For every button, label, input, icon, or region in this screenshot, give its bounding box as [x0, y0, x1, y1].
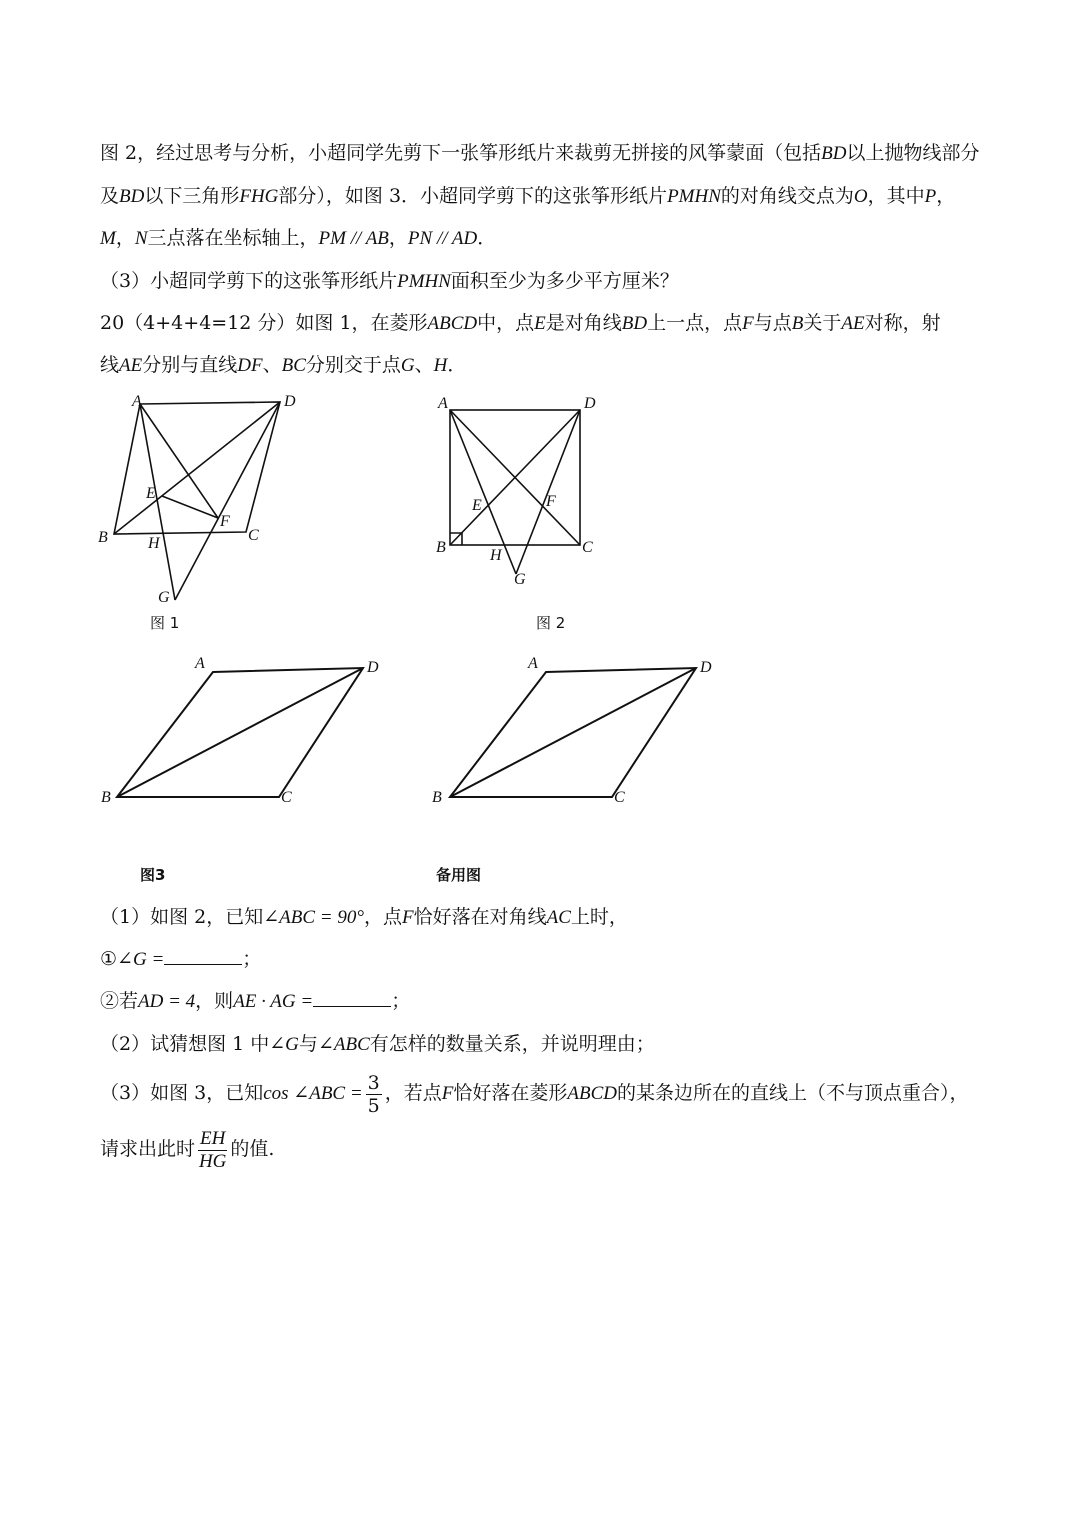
sub-question-2: [100, 1031, 655, 1058]
math-p: P: [924, 186, 937, 207]
fig2-ray-ag: [450, 410, 516, 574]
figure-2-square: [430, 388, 610, 600]
figure-3-rhombus: [95, 648, 395, 810]
text-segment: ；: [242, 948, 262, 970]
text-segment: （3）如图 3，已知: [100, 1082, 264, 1104]
fig2-label-h: H: [490, 547, 502, 564]
text-segment: ，: [936, 185, 956, 207]
text-segment: 及: [100, 185, 120, 207]
math-angle-g: ∠G: [269, 1034, 299, 1055]
math-abcd: ABCD: [427, 313, 478, 334]
text-segment: 中，点: [477, 312, 535, 334]
text-segment: 恰好落在菱形: [453, 1082, 568, 1104]
fig2-label-g: G: [514, 571, 526, 588]
text-segment: 以下三角形: [144, 185, 240, 207]
math-ae: AE: [841, 313, 865, 334]
text-segment: 、: [262, 354, 282, 376]
text-segment: ，若点: [384, 1082, 442, 1104]
fig1-diagonal-bd: [114, 402, 280, 534]
text-segment: 的值.: [230, 1138, 275, 1160]
math-m: M: [100, 228, 116, 249]
sub-question-3-line-2: [100, 1124, 274, 1174]
fig3-label-a: A: [195, 655, 205, 672]
fig1-label-h: H: [148, 535, 160, 552]
text-segment: 的某条边所在的直线上（不与顶点重合），: [617, 1082, 969, 1104]
text-segment: 、: [414, 354, 434, 376]
math-ac: AC: [546, 907, 571, 928]
text-segment: 的对角线交点为: [720, 185, 854, 207]
fig3-label-c: C: [281, 789, 292, 806]
math-bd: BD: [621, 313, 648, 334]
text-segment: 部分），如图 3．小超同学剪下的这张筝形纸片: [278, 185, 668, 207]
text-segment: ，点: [363, 906, 402, 928]
math-fhg: FHG: [239, 186, 279, 207]
spare-label-c: C: [614, 789, 625, 806]
text-segment: 与点: [753, 312, 792, 334]
fig3-diagonal-bd: [117, 668, 363, 797]
answer-blank[interactable]: [164, 946, 242, 965]
text-segment: ，: [388, 227, 408, 249]
math-b: B: [791, 313, 804, 334]
fig1-label-f: F: [220, 513, 230, 530]
math-pmhn: PMHN: [667, 186, 721, 207]
math-f: F: [401, 907, 414, 928]
text-segment: 有怎样的数量关系，并说明理由；: [369, 1033, 655, 1055]
fraction-denominator: 5: [367, 1094, 380, 1117]
fig3-label-d: D: [367, 659, 379, 676]
math-angle-abc: ∠ABC: [317, 1034, 370, 1055]
math-pmhn: PMHN: [397, 271, 451, 292]
text-segment: 关于: [803, 312, 842, 334]
math-h: H: [433, 355, 448, 376]
fraction-denominator: HG: [198, 1150, 227, 1172]
text-segment: （2）试猜想图 1 中: [100, 1033, 270, 1055]
math-bd: BD: [821, 143, 847, 164]
answer-blank[interactable]: [313, 988, 391, 1007]
text-segment: 分别与直线: [142, 354, 238, 376]
text-segment: 上一点，点: [647, 312, 743, 334]
fig1-label-a: A: [132, 393, 142, 410]
figure-spare-rhombus: [428, 648, 728, 810]
math-abcd: ABCD: [567, 1083, 618, 1104]
math-angle-abc-90: ∠ABC = 90°: [263, 907, 364, 928]
math-ad-4: AD = 4: [138, 991, 196, 1012]
text-segment: 请求出此时: [100, 1138, 196, 1160]
text-segment: ①: [100, 948, 118, 970]
text-segment: ．: [447, 354, 467, 376]
text-segment: 上时，: [570, 906, 628, 928]
fig3-label-b: B: [101, 789, 111, 806]
text-segment: ，: [115, 227, 135, 249]
text-segment: ；: [391, 990, 411, 1012]
sub-question-3: [100, 1068, 969, 1119]
text-line-2: [100, 183, 955, 210]
fig1-line-dg: [175, 402, 280, 600]
math-df: DF: [237, 355, 263, 376]
fig1-label-c: C: [248, 527, 259, 544]
text-segment: 20（4+4+4=12 分）如图 1，在菱形: [100, 312, 428, 334]
text-line-1: [100, 140, 979, 167]
fig1-label-g: G: [158, 589, 170, 606]
problem-20-line-2: [100, 352, 466, 379]
text-segment: 分别交于点: [305, 354, 401, 376]
math-bc: BC: [281, 355, 306, 376]
fig1-label-d: D: [284, 393, 296, 410]
text-segment: 恰好落在对角线: [413, 906, 547, 928]
spare-label-d: D: [700, 659, 712, 676]
math-pn-ad: PN // AD: [407, 228, 478, 249]
figure-2-caption: 图 2: [536, 614, 566, 632]
fig1-label-b: B: [98, 529, 108, 546]
fig2-label-e: E: [472, 497, 482, 514]
fig2-line-dg: [516, 410, 580, 574]
spare-label-b: B: [432, 789, 442, 806]
fraction-numerator: EH: [200, 1127, 226, 1149]
spare-diagonal-bd: [450, 668, 696, 797]
math-o: O: [853, 186, 868, 207]
math-f: F: [441, 1083, 454, 1104]
math-n: N: [134, 228, 148, 249]
math-bd: BD: [119, 186, 145, 207]
text-segment: （3）小超同学剪下的这张筝形纸片: [100, 270, 398, 292]
fig1-ray-ag: [140, 404, 175, 600]
fig2-label-c: C: [582, 539, 593, 556]
figure-3-caption: 图3: [140, 866, 166, 884]
text-segment: ．: [477, 227, 497, 249]
problem-20-line-1: [100, 310, 941, 337]
text-segment: 图 2，经过思考与分析，小超同学先剪下一张筝形纸片来裁剪无拼接的风筝蒙面（包括: [100, 142, 822, 164]
fig2-label-d: D: [584, 395, 596, 412]
text-segment: 线: [100, 354, 120, 376]
text-segment: 与: [298, 1033, 318, 1055]
text-segment: ，其中: [867, 185, 925, 207]
math-ae: AE: [119, 355, 143, 376]
figure-spare-caption: 备用图: [436, 866, 482, 884]
fig2-label-b: B: [436, 539, 446, 556]
figure-1-caption: 图 1: [150, 614, 180, 632]
math-angle-g: ∠G =: [117, 949, 165, 970]
fig2-label-a: A: [438, 395, 448, 412]
sub-question-1b: [100, 988, 410, 1015]
text-segment: 以上抛物线部分: [846, 142, 980, 164]
text-segment: 是对角线: [545, 312, 622, 334]
math-cos-abc: cos ∠ABC =: [263, 1083, 363, 1104]
text-segment: 面积至少为多少平方厘米？: [450, 270, 679, 292]
math-e: E: [534, 313, 546, 334]
text-segment: 对称，射: [864, 312, 941, 334]
question-3-line: [100, 268, 679, 295]
text-segment: （1）如图 2，已知: [100, 906, 264, 928]
fig2-label-f: F: [546, 493, 556, 510]
math-pm-ab: PM // AB: [318, 228, 389, 249]
fraction-numerator: 3: [367, 1071, 380, 1094]
fraction-3-5: [366, 1072, 382, 1117]
text-segment: ②若: [100, 990, 139, 1012]
text-line-3: [100, 225, 496, 252]
text-segment: 三点落在坐标轴上，: [147, 227, 319, 249]
sub-question-1a: [100, 946, 261, 973]
math-g: G: [400, 355, 415, 376]
sub-question-1: [100, 904, 628, 931]
math-ae-ag: AE · AG =: [233, 991, 314, 1012]
fraction-eh-hg: [198, 1128, 227, 1173]
spare-label-a: A: [528, 655, 538, 672]
figure-1-rhombus: [90, 388, 320, 610]
fig1-label-e: E: [146, 485, 156, 502]
text-segment: ，则: [195, 990, 234, 1012]
math-f: F: [742, 313, 754, 334]
